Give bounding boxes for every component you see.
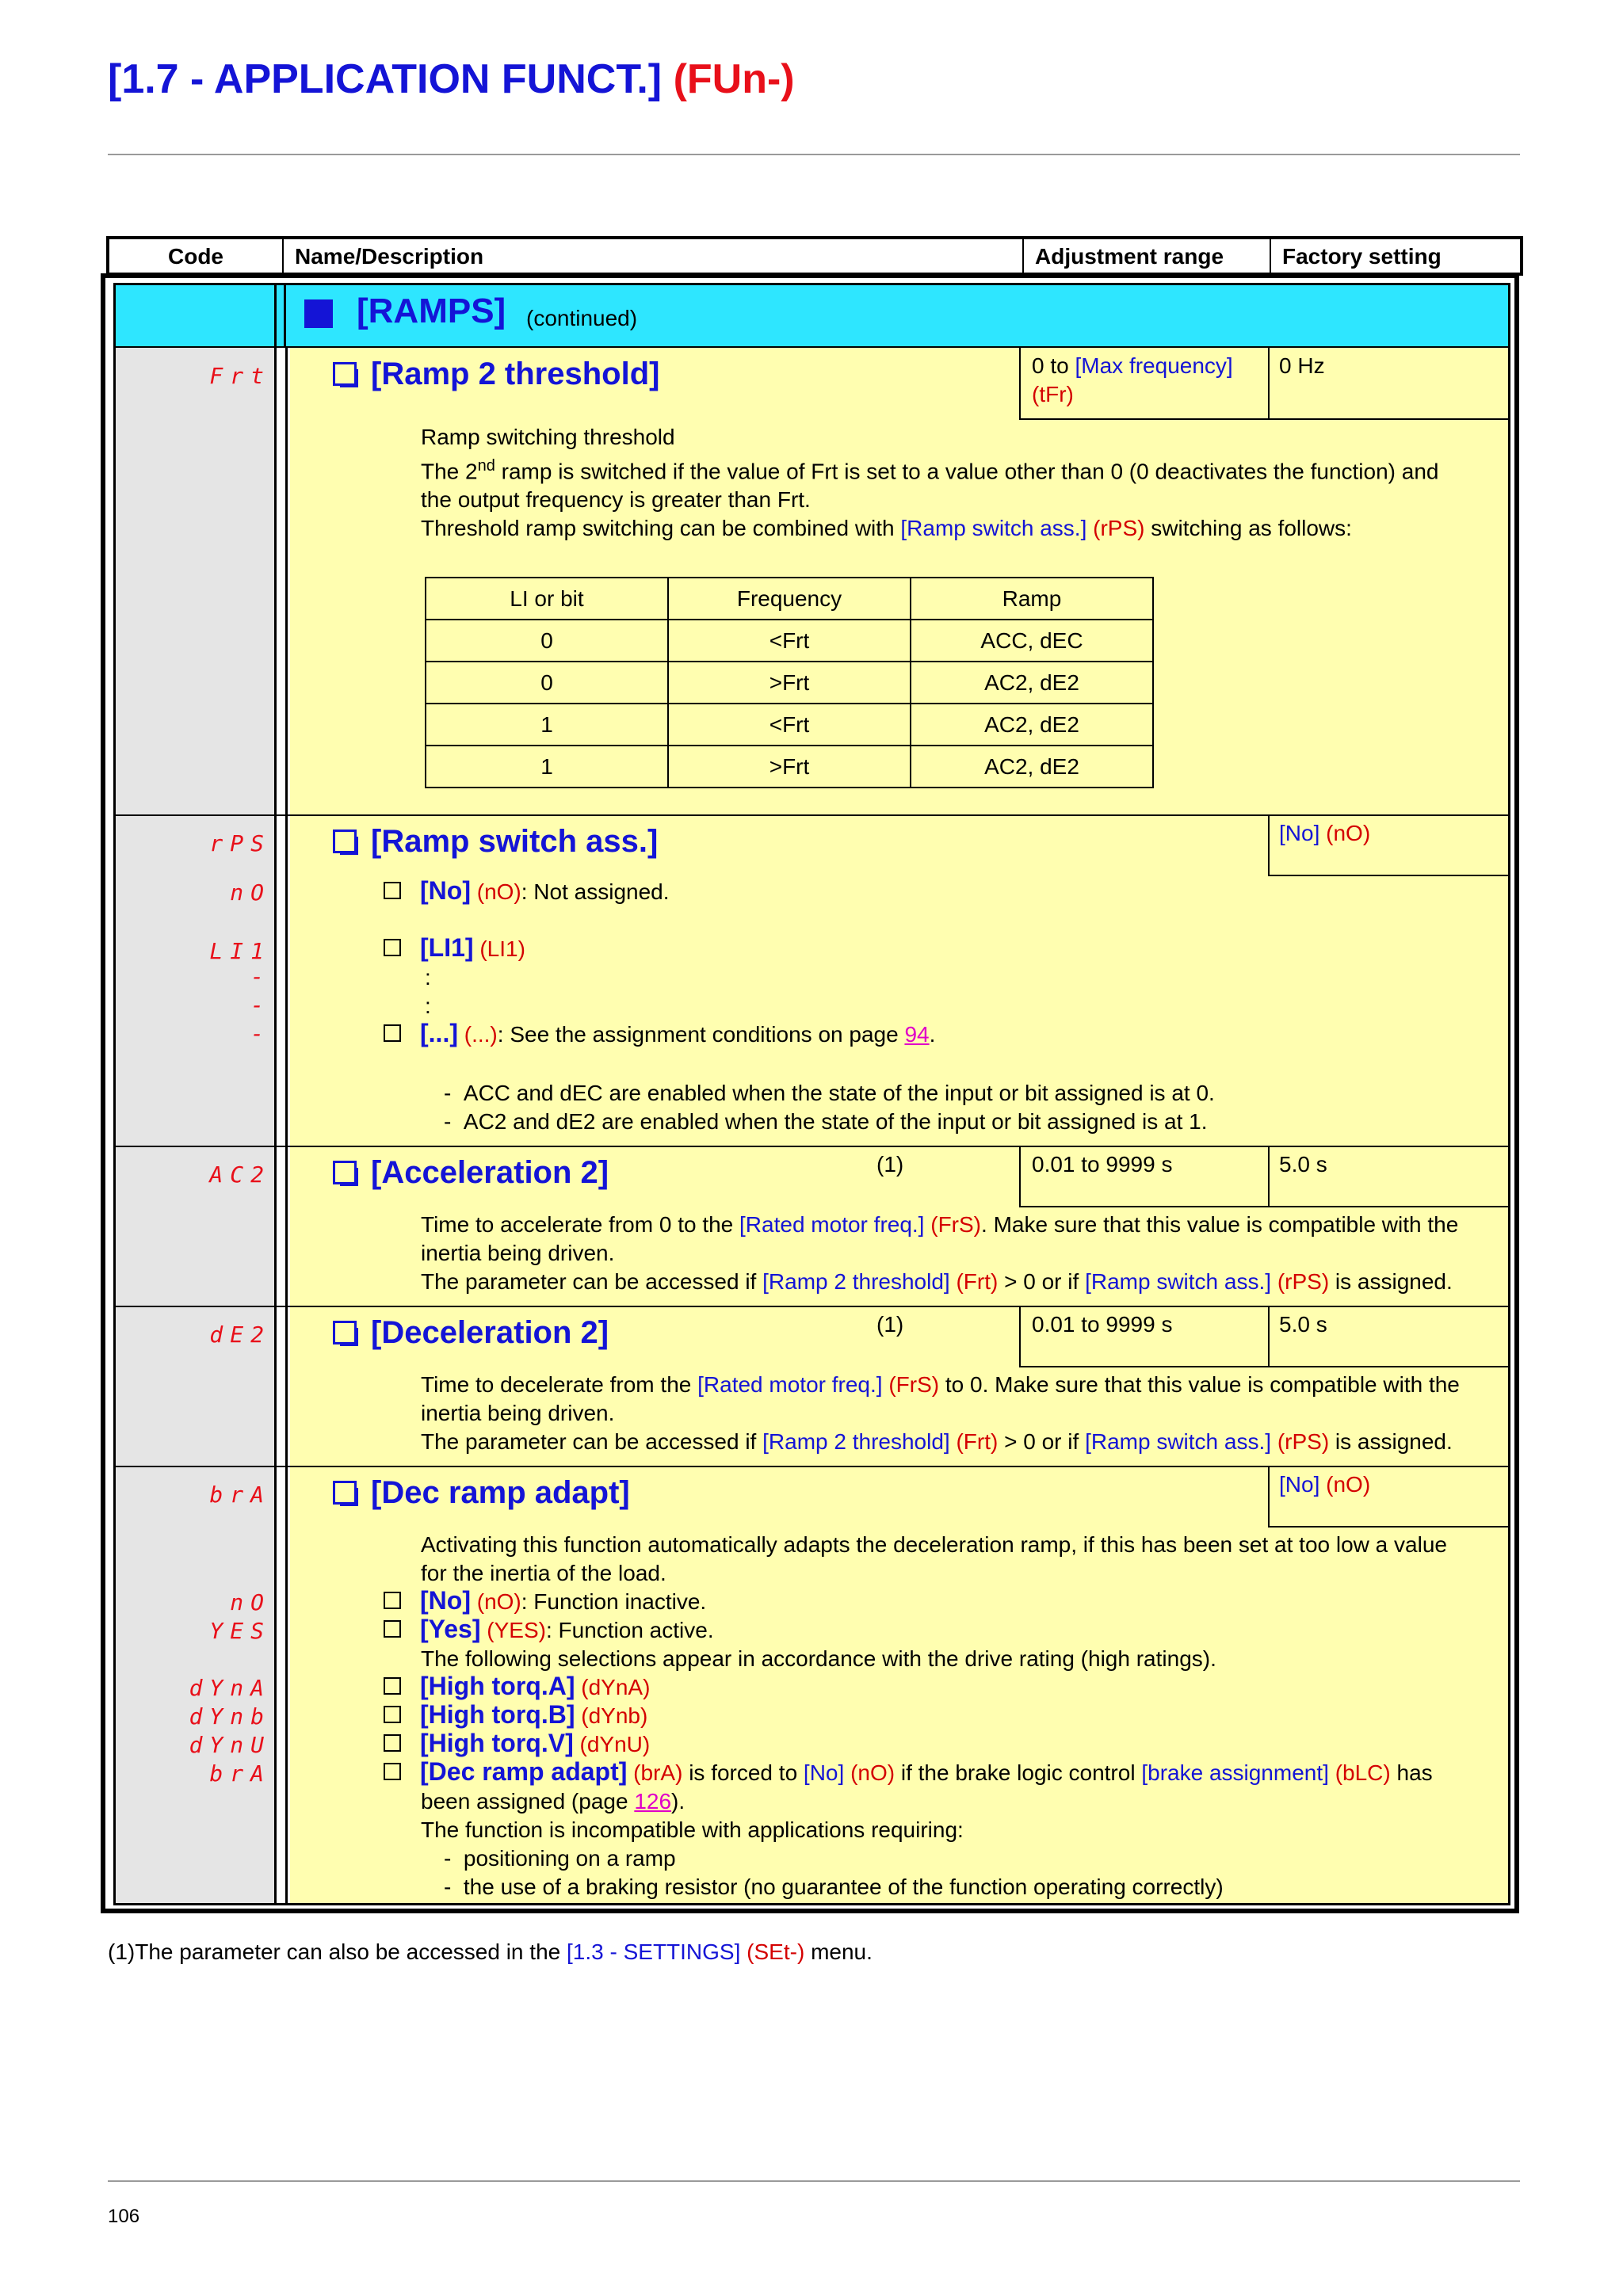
page-title: [1.7 - APPLICATION FUNCT.] (FUn-) [108, 56, 795, 102]
code-yes: YES [209, 1618, 271, 1644]
factory-frt: 0 Hz [1279, 353, 1325, 378]
factory-bra: [No] (nO) [1279, 1472, 1371, 1497]
frt-switch-table [425, 577, 1154, 788]
footnote: (1)The parameter can also be accessed in the [1.3 - SETTINGS] (SEt-) menu. [108, 1939, 873, 1964]
desc-de2: Time to decelerate from the [Rated motor freq.] (FrS) to 0. Make sure that this value is compatible with the inertia being driven. The parameter can be accessed if [Ramp 2 threshold] (Frt) > 0 or if [Ramp switch ass.] (rPS) is assigned. [421, 1372, 1460, 1454]
code-bra-opt: brA [209, 1760, 271, 1787]
range-ac2: 0.01 to 9999 s [1032, 1152, 1173, 1177]
header-divider [282, 239, 284, 273]
option-bra: [Dec ramp adapt] (brA) is forced to [No] (nO) if the brake logic control [brake assignment] (bLC) has [384, 1757, 1433, 1787]
section-title: [RAMPS] [357, 292, 506, 330]
param-title-rps: [Ramp switch ass.] [333, 824, 658, 860]
desc-frt: Ramp switching threshold The 2nd ramp is switched if the value of Frt is set to a value other than 0 (0 deactivates the function) and the output frequency is greater than Frt. Threshold ramp switching can be combined with [Ramp switch ass.] (rPS) switching as follows: [421, 425, 1439, 541]
table-header [106, 236, 1523, 276]
checkbox-icon [333, 1161, 357, 1184]
code-column [116, 285, 274, 1903]
code-rps: rPS [209, 830, 271, 856]
code-dynu: dYnU [189, 1732, 271, 1758]
code-dynb: dYnb [189, 1703, 271, 1730]
option-no: [No] (nO): Function inactive. [384, 1586, 706, 1615]
option-more: [...] (...): See the assignment conditions on page 94. [384, 1019, 935, 1048]
code-ac2: AC2 [209, 1161, 271, 1188]
note-ac2: (1) [876, 1152, 904, 1177]
factory-ac2: 5.0 s [1279, 1152, 1327, 1177]
rps-bullets: - ACC and dEC are enabled when the state of the input or bit assigned is at 0. - AC2 and dE2 are enabled when the state of the input or bit assigned is at 1. [444, 1081, 1215, 1134]
note-de2: (1) [876, 1312, 904, 1337]
section-continued: (continued) [526, 306, 638, 330]
range-frt: 0 to [Max frequency] (tFr) [1032, 353, 1233, 406]
checkbox-icon [333, 830, 357, 853]
top-divider [108, 154, 1520, 155]
param-title-de2: [Deceleration 2] [333, 1315, 609, 1351]
code-no: nO [230, 879, 271, 906]
range-de2: 0.01 to 9999 s [1032, 1312, 1173, 1337]
table-row: 0 <Frt ACC, dEC [426, 620, 1153, 662]
code-bra: brA [209, 1482, 271, 1508]
header-divider [1270, 239, 1271, 273]
param-title-ac2: [Acceleration 2] [333, 1155, 609, 1191]
checkbox-icon [333, 1481, 357, 1505]
code-dyna: dYnA [189, 1675, 271, 1701]
code-no: nO [230, 1589, 271, 1615]
page-number: 106 [108, 2206, 140, 2227]
desc-ac2: Time to accelerate from 0 to the [Rated motor freq.] (FrS). Make sure that this value is compatible with the inertia being driven. The parameter can be accessed if [Ramp 2 threshold] (Frt) > 0 or if [Ramp switch ass.] (rPS) is assigned. [421, 1212, 1459, 1294]
table-row: 1 >Frt AC2, dE2 [426, 746, 1153, 788]
bottom-divider [108, 2180, 1520, 2182]
option-li1: [LI1] (LI1) [384, 933, 525, 963]
table-row: 0 >Frt AC2, dE2 [426, 662, 1153, 704]
option-no: [No] (nO): Not assigned. [384, 876, 670, 906]
header-range: Adjustment range [1035, 244, 1224, 269]
column-divider [274, 285, 277, 1903]
code-frt: Frt [209, 363, 271, 389]
option-dynu: [High torq.V] (dYnU) [384, 1729, 650, 1758]
option-dynb: [High torq.B] (dYnb) [384, 1700, 647, 1730]
follow-text: The following selections appear in accordance with the drive rating (high ratings). [421, 1646, 1216, 1671]
checkbox-icon [333, 362, 357, 386]
page-link[interactable]: 126 [634, 1789, 672, 1814]
param-title-frt: [Ramp 2 threshold] [333, 357, 659, 392]
factory-de2: 5.0 s [1279, 1312, 1327, 1337]
column-divider [285, 285, 288, 1903]
header-divider [1022, 239, 1024, 273]
param-title-bra: [Dec ramp adapt] [333, 1475, 630, 1511]
checkbox-icon [333, 1321, 357, 1344]
incompat-text: The function is incompatible with applications requiring: [421, 1817, 964, 1842]
factory-rps: [No] (nO) [1279, 821, 1371, 845]
section-square-icon [304, 299, 333, 328]
header-code: Code [168, 244, 223, 269]
option-dyna: [High torq.A] (dYnA) [384, 1672, 650, 1701]
header-factory: Factory setting [1282, 244, 1442, 269]
bra-page-ref: been assigned (page 126). [421, 1789, 685, 1814]
option-yes: [Yes] (YES): Function active. [384, 1615, 714, 1644]
table-row: LI or bit Frequency Ramp [426, 578, 1153, 620]
code-de2: dE2 [209, 1322, 271, 1348]
page-title-code: (FUn-) [673, 56, 795, 102]
desc-bra: Activating this function automatically adapts the deceleration ramp, if this has been set at too low a value for the inertia of the load. [421, 1532, 1447, 1585]
page-link[interactable]: 94 [904, 1022, 930, 1047]
bra-bullets: - positioning on a ramp - the use of a braking resistor (no guarantee of the function operating correctly) [444, 1846, 1224, 1899]
code-li1: LI1 [209, 938, 271, 964]
table-row: 1 <Frt AC2, dE2 [426, 704, 1153, 746]
header-name: Name/Description [295, 244, 484, 269]
